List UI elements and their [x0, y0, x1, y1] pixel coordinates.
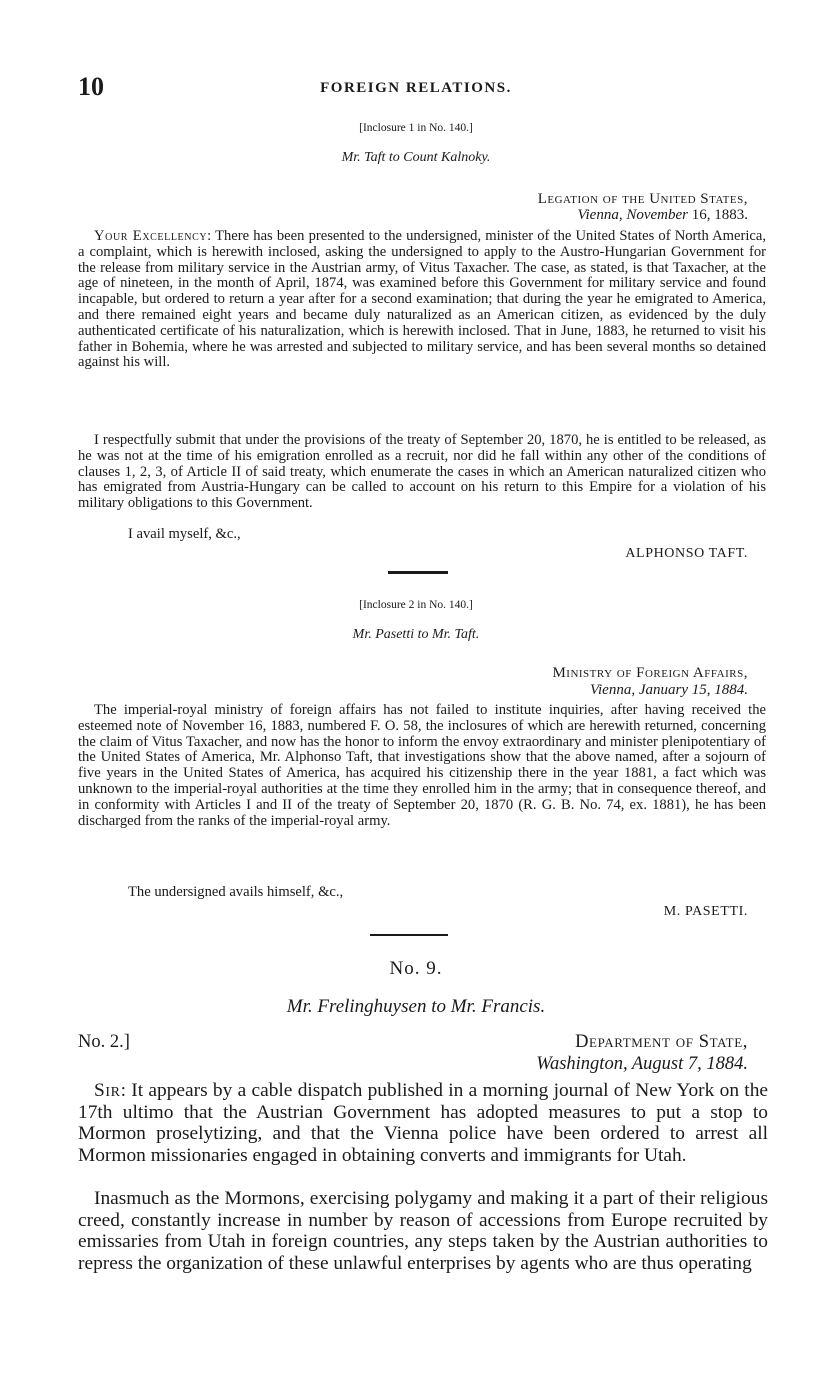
- department-line: Department of State,: [575, 1032, 748, 1052]
- paragraph-text: : It appears by a cable dispatch published in a morning journal of New York on the 17th ultimo that the Austrian Government has adopted measures to put a stop to Mormon proselytizing, and that the Vienna police have been ordered to arrest all Mormon missionaries engaged in obtaining converts and immigrants for Utah.: [78, 1080, 768, 1166]
- paragraph-text: : There has been presented to the undersigned, minister of the United States of North America, a complaint, which is herewith inclosed, asking the undersigned to apply to the Austro-Hungarian Government for the release from military service in the Austrian army, of Vitus Taxacher. The case, as stated, is that Taxacher, at the age of nineteen, in the month of April, 1874, was examined before this Government for military service and found incapable, but ordered to return a year after for a second examination; that during the year he emigrated to America, and there remained eight years and became duly naturalized as an American citizen, as evidenced by the duly authenticated certificate of his naturalization, which is herewith inclosed. That in June, 1883, he returned to visit his father in Bohemia, where he was arrested and subjected to military service, and has been several months so detained against his will.: [78, 228, 766, 371]
- section-number: No. 9.: [389, 958, 443, 979]
- salutation: Your Excellency: [94, 228, 208, 244]
- inclosure-1-date: [577, 206, 748, 224]
- inclosure-1-heading: Mr. Taft to Count Kalnoky.: [341, 150, 491, 165]
- inclosure-2-heading: Mr. Pasetti to Mr. Taft.: [352, 627, 480, 642]
- inclosure-2-closing: The undersigned avails himself, &c.,: [128, 884, 344, 900]
- inclosure-1-closing: I avail myself, &c.,: [128, 526, 241, 542]
- date-rest: 16, 1883.: [688, 207, 748, 223]
- section-date: Washington, August 7, 1884.: [536, 1054, 748, 1074]
- inclosure-1-paragraph-1: [78, 229, 766, 371]
- salutation: Sir: [94, 1080, 121, 1101]
- document-number: No. 2.]: [78, 1032, 130, 1052]
- running-title: FOREIGN RELATIONS.: [320, 80, 512, 96]
- inclosure-2-signature: M. PASETTI.: [663, 904, 748, 919]
- section-heading: Mr. Frelinghuysen to Mr. Francis.: [286, 996, 546, 1017]
- separator-rule: [388, 571, 448, 574]
- inclosure-2-place: [552, 664, 748, 682]
- inclosure-1-signature: ALPHONSO TAFT.: [625, 546, 748, 561]
- inclosure-2-date: [590, 681, 748, 699]
- section-paragraph-1: [78, 1080, 768, 1166]
- separator-rule: [370, 934, 448, 936]
- section-paragraph-2: Inasmuch as the Mormons, exercising polygamy and making it a part of their religious creed, constantly increase in number by reason of accessions from Europe recruited by emissaries from Utah in foreign countries, any steps taken by the Austrian authorities to repress the organization of these unlawful enterprises by agents who are thus operating: [78, 1188, 768, 1274]
- inclosure-1-label: [Inclosure 1 in No. 140.]: [359, 122, 473, 134]
- inclosure-2-label: [Inclosure 2 in No. 140.]: [359, 599, 473, 611]
- date-city: Vienna, November: [577, 207, 688, 223]
- page-number: 10: [78, 72, 104, 101]
- date-line: Vienna, January 15, 1884.: [589, 682, 748, 698]
- legation-line: Legation of the United States,: [537, 191, 748, 207]
- inclosure-2-paragraph-1: The imperial-royal ministry of foreign affairs has not failed to institute inquiries, after having received the esteemed note of November 16, 1883, numbered F. O. 58, the inclosures of which are herewith returned, concerning the claim of Vitus Taxacher, and now has the honor to inform the envoy extraordinary and minister plenipotentiary of the United States of America, Mr. Alphonso Taft, that investigations show that the above named, after a sojourn of five years in the United States of America, has acquired his citizenship there in the year 1881, a fact which was unknown to the imperial-royal authorities at the time they enrolled him in the army; that in consequence thereof, and in conformity with Articles I and II of the treaty of September 20, 1870 (R. G. B. No. 74, ex. 1881), he has been discharged from the ranks of the imperial-royal army.: [78, 702, 766, 829]
- inclosure-1-paragraph-2: I respectfully submit that under the provisions of the treaty of September 20, 1870, he is entitled to be released, as he was not at the time of his emigration enrolled as a recruit, nor did he fall within any other of the conditions of clauses 1, 2, 3, of Article II of said treaty, which enumerate the cases in which an American naturalized citizen who has emigrated from Austria-Hungary can be called to account on his return to this Empire for a violation of his military obligations to this Government.: [78, 432, 766, 512]
- ministry-line: Ministry of Foreign Affairs,: [552, 665, 748, 681]
